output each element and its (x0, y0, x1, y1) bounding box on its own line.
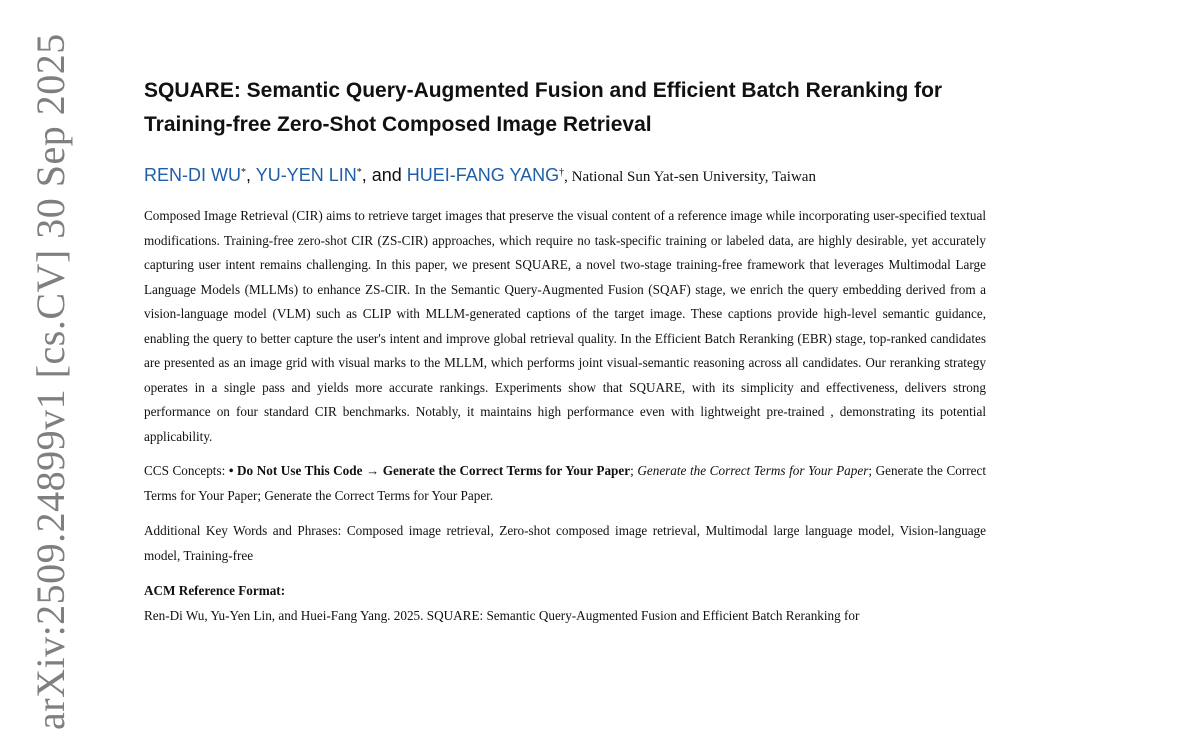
ccs-concepts (144, 459, 986, 508)
acm-reference-heading: ACM Reference Format: (144, 583, 286, 598)
ccs-remaining-terms: ; Generate the Correct Terms for Your Paper; Generate the Correct Terms for Your Paper. (144, 463, 986, 503)
author-mark-1: * (241, 167, 246, 178)
ccs-bold-term: • Do Not Use This Code → Generate the Correct Terms for Your Paper (228, 463, 631, 478)
author-mark-3: † (559, 167, 565, 178)
author-line (144, 162, 986, 190)
author-separator-1: , (246, 165, 256, 185)
arxiv-identifier-stamp: arXiv:2509.24899v1 [cs.CV] 30 Sep 2025 (28, 33, 73, 730)
author-separator-2: , and (361, 165, 407, 185)
acm-reference-text: Ren-Di Wu, Yu-Yen Lin, and Huei-Fang Yang. 2025. SQUARE: Semantic Query-Augmented Fusion and Efficient Batch Reranking for (144, 607, 860, 623)
author-name-2[interactable]: YU-YEN LIN (255, 165, 357, 185)
paper-title: SQUARE: Semantic Query-Augmented Fusion and Efficient Batch Reranking for Training-free Zero-Shot Composed Image Retrieval (144, 79, 943, 136)
paper-first-page (144, 74, 986, 628)
author-mark-2: * (356, 167, 362, 178)
abstract-paragraph: Composed Image Retrieval (CIR) aims to retrieve target images that preserve the visual content of a reference image while incorporating user-specified textual modifications. Training-free zero-shot CIR (ZS-CIR) approaches, which require no task-specific training or labeled data, are highly desirable, yet accurately capturing user intent remains challenging. In this paper, we present SQUARE, a novel two-stage training-free framework that leverages Multimodal Large Language Models (MLLMs) to enhance ZS-CIR. In the Semantic Query-Augmented Fusion (SQAF) stage, we enrich the query embedding derived from a vision-language model (VLM) such as CLIP with MLLM-generated captions of the target image. These captions provide high-level semantic guidance, enabling the query to better capture the user's intent and improve global retrieval quality. In the Efficient Batch Reranking (EBR) stage, top-ranked candidates are presented as an image grid with visual marks to the MLLM, which performs joint visual-semantic reasoning across all candidates. Our reranking strategy operates in a single pass and yields more accurate rankings. Experiments show that SQUARE, with its simplicity and effectiveness, delivers strong performance on four standard CIR benchmarks. Notably, it maintains high performance even with lightweight pre-trained , demonstrating its potential applicability. (144, 208, 986, 444)
additional-keywords: Additional Key Words and Phrases: Composed image retrieval, Zero-shot composed image retrieval, Multimodal large language model, Vision-language model, Training-free (144, 523, 986, 563)
author-name-1[interactable]: REN-DI WU (144, 165, 241, 185)
ccs-separator: ; (630, 463, 638, 478)
ccs-label: CCS Concepts: (144, 463, 229, 478)
author-name-3[interactable]: HUEI-FANG YANG (406, 165, 560, 185)
ccs-italic-term: Generate the Correct Terms for Your Paper (637, 463, 869, 478)
author-affiliation: , National Sun Yat-sen University, Taiwan (564, 169, 816, 185)
